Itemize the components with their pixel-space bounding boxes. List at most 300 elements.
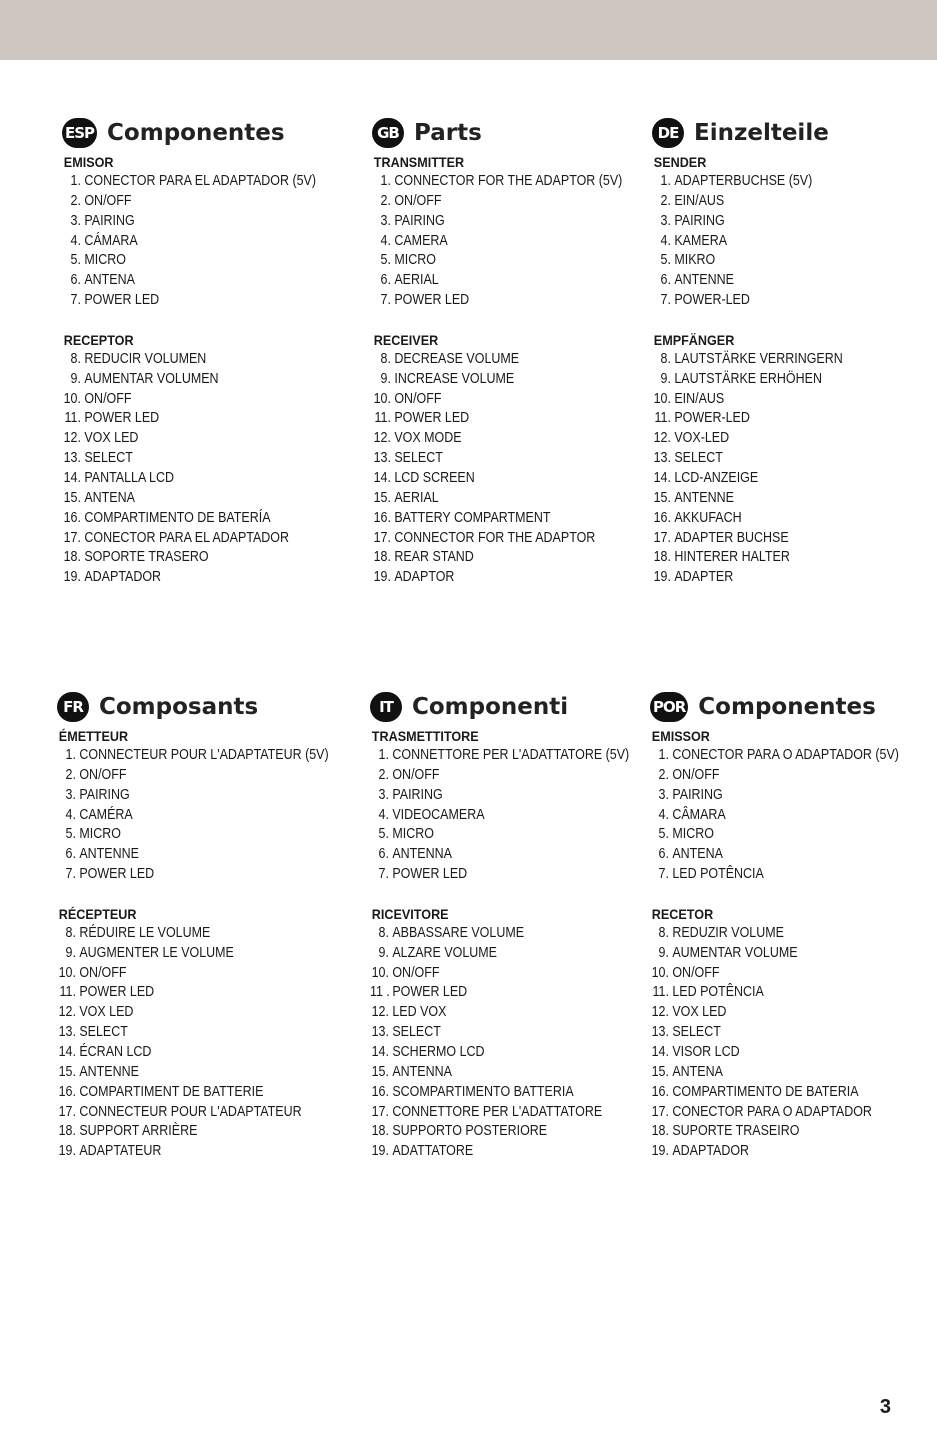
part-number: 7. — [660, 292, 671, 309]
part-number: 16. — [371, 1083, 389, 1100]
part-list-item — [62, 291, 311, 311]
part-label: KAMERA — [674, 232, 728, 249]
part-list-item — [372, 212, 621, 232]
part-label: REDUCIR VOLUMEN — [84, 350, 207, 367]
part-label: MICRO — [84, 252, 126, 269]
part-list-item — [57, 944, 306, 964]
part-list-item — [62, 529, 311, 549]
part-label: ADAPTERBUCHSE (5V) — [674, 173, 813, 189]
part-number: 1. — [380, 173, 391, 189]
part-number: 15. — [653, 489, 671, 506]
section-heading — [370, 690, 660, 724]
part-list-item — [372, 409, 621, 429]
part-number: 19. — [58, 1143, 76, 1160]
part-label: POWER LED — [394, 292, 470, 309]
part-label: MIKRO — [674, 252, 716, 269]
part-number: 8. — [658, 924, 669, 941]
part-label: ON/OFF — [84, 390, 132, 407]
transmitter-heading: EMISSOR — [651, 728, 710, 744]
part-list-item — [652, 449, 901, 469]
part-label: CAMERA — [394, 232, 448, 249]
part-label: SELECT — [672, 1024, 721, 1041]
section-title: Componentes — [698, 694, 876, 720]
part-number: 10. — [58, 964, 76, 981]
part-number: 18. — [651, 1123, 669, 1140]
part-label: AUGMENTER LE VOLUME — [79, 944, 234, 961]
part-label: CONECTOR PARA EL ADAPTADOR (5V) — [84, 173, 317, 189]
receiver-heading: RECETOR — [651, 905, 714, 922]
part-label: PAIRING — [674, 212, 725, 229]
part-label: PAIRING — [394, 212, 445, 229]
part-number: 3. — [70, 212, 81, 229]
part-list-item — [57, 1023, 306, 1043]
part-list-item — [650, 1063, 899, 1083]
part-list-item — [370, 1142, 619, 1162]
part-label: POWER LED — [84, 410, 160, 427]
part-label: VOX-LED — [674, 430, 730, 447]
part-list-item — [650, 1142, 899, 1162]
part-number: 14. — [653, 469, 671, 486]
part-label: SELECT — [394, 450, 443, 467]
part-list-item — [650, 746, 899, 766]
part-number: 18. — [63, 549, 81, 566]
part-label: ADAPTATEUR — [79, 1143, 162, 1160]
part-label: SELECT — [84, 450, 133, 467]
part-list-item — [62, 192, 311, 212]
part-number: 16. — [63, 509, 81, 526]
part-number: 12. — [63, 430, 81, 447]
part-number: 13. — [371, 1024, 389, 1041]
part-number: 16. — [653, 509, 671, 526]
language-badge-icon: GB — [372, 118, 404, 148]
part-list-item — [62, 509, 311, 529]
part-list-item — [370, 766, 619, 786]
part-list-item — [57, 865, 306, 885]
part-number: 6. — [378, 846, 389, 863]
section-german — [652, 116, 937, 588]
section-spanish — [62, 116, 352, 588]
part-label: AERIAL — [394, 489, 439, 506]
part-label: ON/OFF — [84, 192, 132, 209]
part-label: POWER-LED — [674, 292, 750, 309]
part-label: PAIRING — [392, 786, 443, 803]
part-list-item — [652, 469, 901, 489]
part-number: 13. — [58, 1024, 76, 1041]
part-list-item — [650, 766, 899, 786]
part-list-item — [372, 509, 621, 529]
part-label: ANTENA — [672, 1063, 723, 1080]
part-label: COMPARTIMENT DE BATTERIE — [79, 1083, 264, 1100]
part-list-item — [650, 964, 899, 984]
part-list-item — [652, 370, 901, 390]
part-number: 15. — [373, 489, 391, 506]
receiver-heading: RICEVITORE — [371, 905, 449, 922]
part-number: 10. — [63, 390, 81, 407]
part-number: 3. — [378, 786, 389, 803]
part-number: 10. — [371, 964, 389, 981]
part-label: RÉDUIRE LE VOLUME — [79, 924, 211, 941]
part-list-item — [62, 429, 311, 449]
part-list-item — [370, 1023, 619, 1043]
part-list-item — [370, 1122, 619, 1142]
part-list-item — [57, 1063, 306, 1083]
part-list-item — [652, 390, 901, 410]
part-list-item — [57, 964, 306, 984]
part-number: 19. — [651, 1143, 669, 1160]
part-number: 3. — [380, 212, 391, 229]
part-label: LAUTSTÄRKE VERRINGERN — [674, 350, 843, 367]
part-label: ANTENA — [84, 489, 135, 506]
language-badge-icon: POR — [650, 692, 688, 722]
part-label: AKKUFACH — [674, 509, 742, 526]
part-list-item — [57, 1122, 306, 1142]
part-label: ANTENNA — [392, 1063, 452, 1080]
part-list-item — [372, 192, 621, 212]
part-number: 19. — [63, 569, 81, 586]
part-label: ANTENNE — [674, 489, 734, 506]
section-title: Composants — [99, 694, 259, 720]
part-number: 11 . — [370, 984, 390, 1001]
part-number: 13. — [653, 450, 671, 467]
part-list-item — [650, 1023, 899, 1043]
part-list-item — [57, 1003, 306, 1023]
part-number: 14. — [63, 469, 81, 486]
part-number: 10. — [373, 390, 391, 407]
section-portuguese — [650, 690, 937, 1162]
part-number: 13. — [651, 1024, 669, 1041]
part-number: 8. — [65, 924, 76, 941]
part-label: AUMENTAR VOLUME — [672, 944, 798, 961]
part-list-item — [650, 983, 899, 1003]
part-label: CÂMARA — [672, 806, 726, 823]
group-spacer — [372, 311, 662, 330]
part-label: MICRO — [392, 826, 434, 843]
part-label: LED VOX — [392, 1004, 447, 1021]
part-label: DECREASE VOLUME — [394, 350, 520, 367]
part-number: 12. — [651, 1004, 669, 1021]
part-label: CONECTOR PARA EL ADAPTADOR — [84, 529, 290, 546]
part-label: SELECT — [392, 1024, 441, 1041]
part-list-item — [652, 529, 901, 549]
part-label: COMPARTIMENTO DE BATERÍA — [84, 509, 271, 526]
part-label: VOX MODE — [394, 430, 462, 447]
part-list-item — [372, 568, 621, 588]
part-number: 6. — [70, 272, 81, 289]
part-list-item — [650, 865, 899, 885]
header-band — [0, 0, 937, 60]
part-list-item — [370, 983, 619, 1003]
part-label: CONNECTEUR POUR L'ADAPTATEUR (5V) — [79, 747, 329, 763]
part-number: 11. — [654, 410, 671, 427]
part-number: 12. — [653, 430, 671, 447]
part-number: 11. — [374, 410, 391, 427]
part-label: POWER LED — [79, 866, 155, 883]
part-list-item — [652, 212, 901, 232]
transmitter-heading: SENDER — [653, 154, 707, 170]
part-number: 8. — [660, 350, 671, 367]
part-label: ON/OFF — [79, 766, 127, 783]
part-label: ADAPTER BUCHSE — [674, 529, 789, 546]
part-list-item — [370, 1003, 619, 1023]
part-label: ÉCRAN LCD — [79, 1043, 152, 1060]
language-badge-icon: DE — [652, 118, 684, 148]
part-list-item — [57, 1103, 306, 1123]
part-number: 15. — [651, 1063, 669, 1080]
part-label: POWER-LED — [674, 410, 750, 427]
part-list-item — [57, 766, 306, 786]
part-number: 8. — [378, 924, 389, 941]
part-list-item — [62, 350, 311, 370]
part-label: CONNECTEUR POUR L'ADAPTATEUR — [79, 1103, 302, 1120]
part-label: ADATTATORE — [392, 1143, 474, 1160]
part-number: 4. — [378, 806, 389, 823]
section-heading — [372, 116, 662, 150]
part-number: 9. — [70, 370, 81, 387]
part-number: 15. — [371, 1063, 389, 1080]
part-number: 18. — [373, 549, 391, 566]
part-list-item — [62, 568, 311, 588]
part-list-item — [652, 548, 901, 568]
part-number: 14. — [58, 1043, 76, 1060]
part-number: 3. — [660, 212, 671, 229]
part-label: ON/OFF — [392, 766, 440, 783]
part-list-item — [372, 350, 621, 370]
part-list-item — [650, 1083, 899, 1103]
part-number: 4. — [658, 806, 669, 823]
part-label: CAMÉRA — [79, 806, 133, 823]
part-number: 15. — [63, 489, 81, 506]
part-label: ANTENA — [84, 272, 135, 289]
part-list-item — [370, 825, 619, 845]
group-spacer — [650, 885, 937, 904]
section-title: Einzelteile — [694, 120, 829, 146]
part-list-item — [370, 746, 630, 766]
part-list-item — [652, 232, 901, 252]
part-list-item — [62, 212, 311, 232]
part-number: 3. — [65, 786, 76, 803]
transmitter-heading: ÉMETTEUR — [58, 728, 129, 744]
transmitter-heading: TRANSMITTER — [373, 154, 465, 170]
part-number: 5. — [380, 252, 391, 269]
part-number: 11. — [64, 410, 81, 427]
part-list-item — [650, 845, 899, 865]
part-number: 18. — [58, 1123, 76, 1140]
part-number: 6. — [660, 272, 671, 289]
part-label: AERIAL — [394, 272, 439, 289]
part-list-item — [652, 271, 901, 291]
part-list-item — [57, 1142, 306, 1162]
part-label: ADAPTOR — [394, 569, 455, 586]
part-label: ABBASSARE VOLUME — [392, 924, 525, 941]
group-spacer — [652, 311, 937, 330]
part-label: ANTENNE — [79, 1063, 139, 1080]
transmitter-heading: TRASMETTITORE — [371, 728, 479, 744]
part-number: 5. — [660, 252, 671, 269]
part-number: 14. — [373, 469, 391, 486]
part-label: ON/OFF — [392, 964, 440, 981]
part-label: POWER LED — [79, 984, 155, 1001]
part-number: 2. — [65, 766, 76, 783]
part-list-item — [372, 370, 621, 390]
part-number: 10. — [653, 390, 671, 407]
part-list-item — [652, 291, 901, 311]
part-list-item — [372, 548, 621, 568]
section-english — [372, 116, 662, 588]
part-label: MICRO — [394, 252, 436, 269]
part-list-item — [650, 786, 899, 806]
part-number: 1. — [658, 747, 669, 763]
part-label: SUPPORT ARRIÈRE — [79, 1123, 198, 1140]
part-number: 3. — [658, 786, 669, 803]
part-list-item — [370, 944, 619, 964]
part-list-item — [372, 271, 621, 291]
part-label: VISOR LCD — [672, 1043, 740, 1060]
part-label: LAUTSTÄRKE ERHÖHEN — [674, 370, 822, 387]
part-number: 9. — [658, 944, 669, 961]
part-list-item — [370, 786, 619, 806]
receiver-heading: RECEPTOR — [63, 331, 134, 348]
part-number: 8. — [380, 350, 391, 367]
part-list-item — [370, 806, 619, 826]
part-label: ADAPTADOR — [84, 569, 162, 586]
part-label: SELECT — [674, 450, 723, 467]
section-french — [57, 690, 347, 1162]
part-label: ON/OFF — [394, 390, 442, 407]
part-label: CONNECTOR FOR THE ADAPTOR (5V) — [394, 173, 623, 189]
part-label: LED POTÊNCIA — [672, 866, 764, 883]
part-number: 16. — [58, 1083, 76, 1100]
part-label: VOX LED — [84, 430, 139, 447]
section-heading — [57, 690, 347, 724]
part-label: SUPPORTO POSTERIORE — [392, 1123, 548, 1140]
section-title: Componenti — [412, 694, 569, 720]
part-number: 9. — [660, 370, 671, 387]
part-number: 14. — [371, 1043, 389, 1060]
part-list-item — [57, 825, 306, 845]
part-number: 19. — [373, 569, 391, 586]
part-list-item — [652, 429, 901, 449]
part-number: 2. — [660, 192, 671, 209]
page-number: 3 — [879, 1396, 891, 1418]
part-list-item — [370, 845, 619, 865]
part-number: 12. — [373, 430, 391, 447]
part-list-item — [57, 983, 306, 1003]
part-label: VOX LED — [79, 1004, 134, 1021]
part-list-item — [57, 746, 329, 766]
part-list-item — [57, 786, 306, 806]
part-number: 2. — [378, 766, 389, 783]
part-list-item — [57, 1083, 306, 1103]
group-spacer — [57, 885, 347, 904]
part-number: 18. — [371, 1123, 389, 1140]
part-list-item — [370, 964, 619, 984]
receiver-heading: EMPFÄNGER — [653, 331, 735, 348]
part-list-item — [652, 350, 901, 370]
part-number: 17. — [653, 529, 671, 546]
part-list-item — [372, 449, 621, 469]
part-label: SCOMPARTIMENTO BATTERIA — [392, 1083, 574, 1100]
part-label: LCD SCREEN — [394, 469, 475, 486]
part-list-item — [62, 449, 311, 469]
part-list-item — [62, 370, 311, 390]
part-number: 4. — [70, 232, 81, 249]
part-label: PAIRING — [79, 786, 130, 803]
part-list-item — [370, 924, 619, 944]
part-label: ALZARE VOLUME — [392, 944, 497, 961]
part-number: 7. — [658, 866, 669, 883]
part-label: EIN/AUS — [674, 192, 725, 209]
part-number: 12. — [371, 1004, 389, 1021]
section-title: Parts — [414, 120, 482, 146]
part-list-item — [652, 192, 901, 212]
part-label: REDUZIR VOLUME — [672, 924, 784, 941]
part-number: 5. — [70, 252, 81, 269]
part-list-item — [62, 232, 311, 252]
part-label: ANTENNE — [79, 846, 139, 863]
part-list-item — [57, 845, 306, 865]
part-list-item — [370, 1043, 619, 1063]
part-number: 1. — [378, 747, 389, 763]
part-number: 6. — [65, 846, 76, 863]
part-list-item — [372, 529, 621, 549]
part-number: 13. — [63, 450, 81, 467]
part-label: POWER LED — [392, 866, 468, 883]
part-number: 17. — [58, 1103, 76, 1120]
part-number: 4. — [65, 806, 76, 823]
part-list-item — [372, 489, 621, 509]
part-list-item — [652, 409, 901, 429]
part-label: ANTENNE — [674, 272, 734, 289]
section-heading — [652, 116, 937, 150]
part-label: ADAPTER — [674, 569, 734, 586]
part-list-item — [650, 806, 899, 826]
part-list-item — [62, 172, 317, 192]
part-list-item — [62, 489, 311, 509]
part-label: BATTERY COMPARTMENT — [394, 509, 551, 526]
section-heading — [650, 690, 937, 724]
part-label: HINTERER HALTER — [674, 549, 790, 566]
part-label: ANTENNA — [392, 846, 452, 863]
part-list-item — [650, 1122, 899, 1142]
part-label: REAR STAND — [394, 549, 474, 566]
part-number: 9. — [378, 944, 389, 961]
part-label: AUMENTAR VOLUMEN — [84, 370, 219, 387]
part-label: INCREASE VOLUME — [394, 370, 515, 387]
part-number: 9. — [380, 370, 391, 387]
part-label: ON/OFF — [79, 964, 127, 981]
part-list-item — [372, 251, 621, 271]
part-label: PANTALLA LCD — [84, 469, 175, 486]
part-list-item — [652, 489, 901, 509]
part-list-item — [62, 251, 311, 271]
part-number: 13. — [373, 450, 391, 467]
part-number: 19. — [653, 569, 671, 586]
part-number: 7. — [65, 866, 76, 883]
part-label: PAIRING — [672, 786, 723, 803]
part-number: 6. — [658, 846, 669, 863]
part-label: CONECTOR PARA O ADAPTADOR — [672, 1103, 872, 1120]
part-number: 16. — [373, 509, 391, 526]
part-number: 6. — [380, 272, 391, 289]
part-list-item — [62, 548, 311, 568]
part-number: 5. — [658, 826, 669, 843]
part-list-item — [372, 172, 621, 192]
part-list-item — [372, 232, 621, 252]
part-list-item — [57, 806, 306, 826]
transmitter-heading: EMISOR — [63, 154, 114, 170]
part-number: 1. — [65, 747, 76, 763]
group-spacer — [62, 311, 352, 330]
